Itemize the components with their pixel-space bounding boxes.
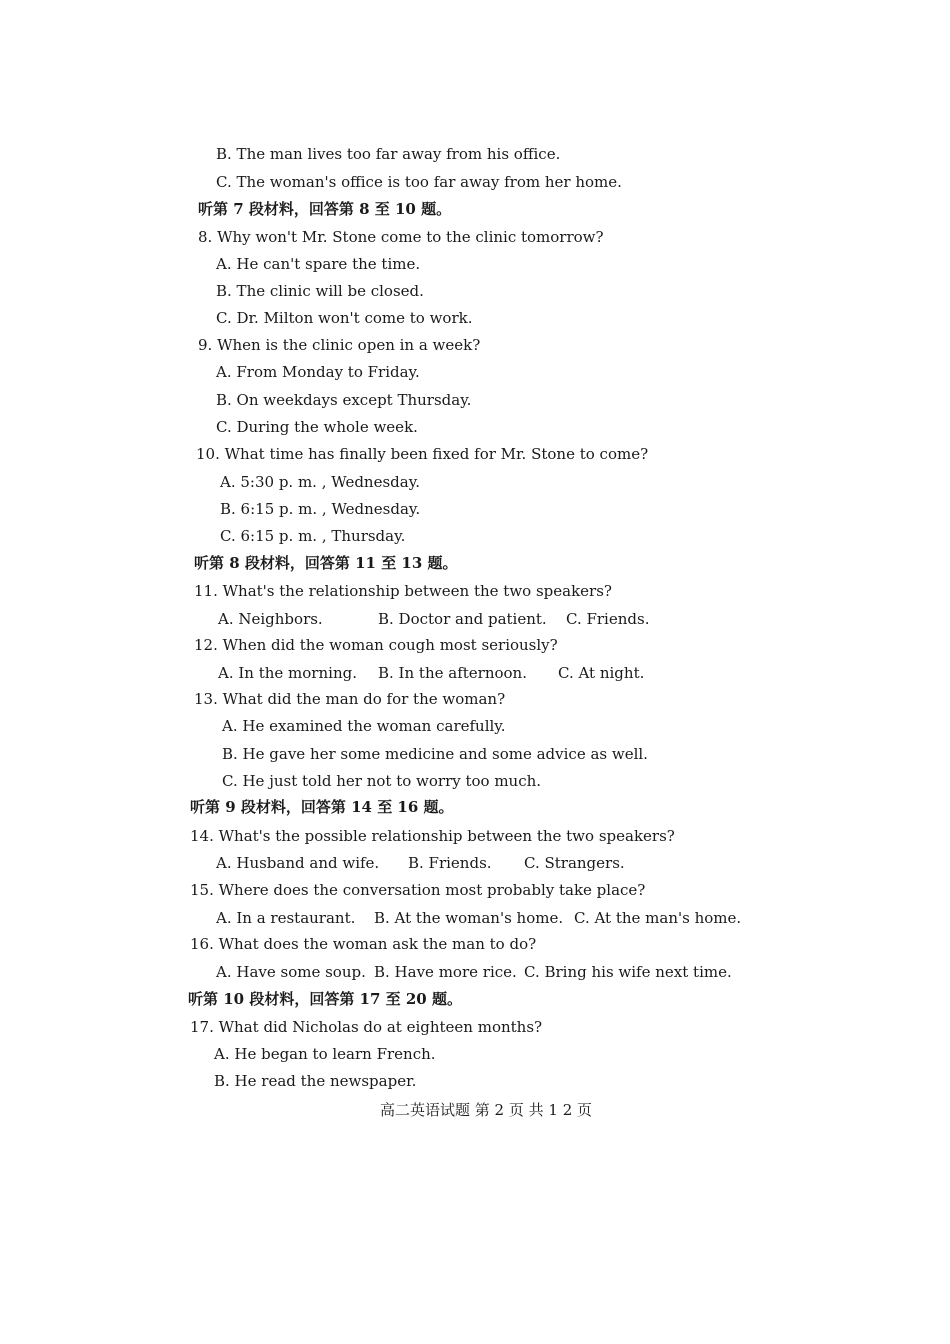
section-heading-8: 听第 8 段材料，回答第 11 至 13 题。 [194, 554, 458, 572]
q14-stem: 14. What's the possible relationship between the two speakers? [190, 827, 675, 845]
q17-option-a: A. He began to learn French. [214, 1045, 436, 1063]
q13-option-b: B. He gave her some medicine and some advice as well. [222, 745, 648, 763]
q8-option-c: C. Dr. Milton won't come to work. [216, 309, 473, 327]
q15-option-a: A. In a restaurant. [216, 909, 356, 927]
q12-option-a: A. In the morning. [218, 664, 357, 682]
q14-options [0, 853, 950, 873]
q11-option-a: A. Neighbors. [218, 610, 323, 628]
q14-option-b: B. Friends. [408, 854, 492, 872]
section-heading-10: 听第 10 段材料，回答第 17 至 20 题。 [188, 990, 462, 1008]
q16-option-b: B. Have more rice. [374, 963, 517, 981]
q8-stem: 8. Why won't Mr. Stone come to the clinic tomorrow? [198, 228, 604, 246]
q10-option-a: A. 5:30 p. m. , Wednesday. [220, 473, 420, 491]
q16-option-a: A. Have some soup. [216, 963, 366, 981]
q15-option-c: C. At the man's home. [574, 909, 742, 927]
q12-stem: 12. When did the woman cough most seriously? [194, 636, 558, 654]
q10-stem: 10. What time has finally been fixed for Mr. Stone to come? [196, 445, 649, 463]
q9-option-b: B. On weekdays except Thursday. [216, 391, 472, 409]
q11-option-c: C. Friends. [566, 610, 650, 628]
q17-stem: 17. What did Nicholas do at eighteen months? [190, 1018, 543, 1036]
q13-stem: 13. What did the man do for the woman? [194, 690, 506, 708]
q9-stem: 9. When is the clinic open in a week? [198, 336, 481, 354]
q16-options [0, 962, 950, 982]
q10-option-b: B. 6:15 p. m. , Wednesday. [220, 500, 421, 518]
q11-option-b: B. Doctor and patient. [378, 610, 547, 628]
q7-option-c: C. The woman's office is too far away from her home. [216, 173, 622, 191]
q13-option-c: C. He just told her not to worry too much. [222, 772, 542, 790]
q9-option-a: A. From Monday to Friday. [216, 363, 420, 381]
section-heading-7: 听第 7 段材料，回答第 8 至 10 题。 [198, 200, 452, 218]
q9-option-c: C. During the whole week. [216, 418, 418, 436]
q17-option-b: B. He read the newspaper. [214, 1072, 417, 1090]
q16-option-c: C. Bring his wife next time. [524, 963, 732, 981]
q12-options [0, 663, 950, 683]
q15-options [0, 908, 950, 928]
q12-option-b: B. In the afternoon. [378, 664, 527, 682]
q14-option-c: C. Strangers. [524, 854, 625, 872]
q16-stem: 16. What does the woman ask the man to do? [190, 935, 537, 953]
q12-option-c: C. At night. [558, 664, 645, 682]
q7-option-b: B. The man lives too far away from his office. [216, 145, 561, 163]
q10-option-c: C. 6:15 p. m. , Thursday. [220, 527, 406, 545]
q13-option-a: A. He examined the woman carefully. [222, 717, 506, 735]
section-heading-9: 听第 9 段材料，回答第 14 至 16 题。 [190, 798, 454, 816]
page-footer: 高二英语试题 第 2 页 共 1 2 页 [380, 1101, 593, 1119]
q8-option-a: A. He can't spare the time. [216, 255, 421, 273]
q14-option-a: A. Husband and wife. [216, 854, 380, 872]
q15-stem: 15. Where does the conversation most probably take place? [190, 881, 646, 899]
q8-option-b: B. The clinic will be closed. [216, 282, 424, 300]
q11-stem: 11. What's the relationship between the two speakers? [194, 582, 612, 600]
q11-options [0, 609, 950, 629]
q15-option-b: B. At the woman's home. [374, 909, 564, 927]
